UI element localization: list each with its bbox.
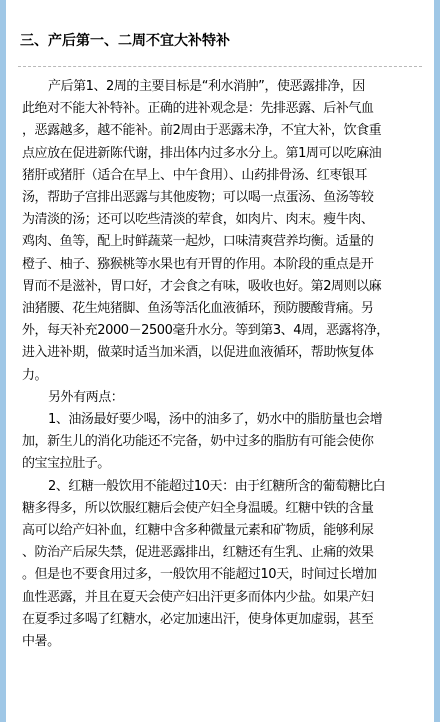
section-heading: 三、产后第一、二周不宜大补特补 <box>20 33 230 49</box>
text-line: 为清淡的汤；还可以吃些清淡的荤食，如肉片、肉末。瘦牛肉、 <box>22 212 374 228</box>
text-line: 糖多得多，所以饮服红糖后会使产妇全身温暖。红糖中铁的含量 <box>22 500 374 516</box>
text-line: 1、油汤最好要少喝，汤中的油多了，奶水中的脂肪量也会增 <box>48 412 383 428</box>
text-line: 胃而不是滋补，胃口好，才会食之有味，吸收也好。第2周则以麻 <box>22 278 382 294</box>
text-line: 2、红糖一般饮用不能超过10天：由于红糖所含的葡萄糖比白 <box>48 478 386 494</box>
text-line: 高可以给产妇补血，红糖中含多种微量元素和矿物质，能够利尿 <box>22 523 374 539</box>
text-line: ，恶露越多，越不能补。前2周由于恶露未净，不宜大补，饮食重 <box>22 123 382 139</box>
text-line: 的宝宝拉肚子。 <box>22 456 110 472</box>
text-line: 外，每天补充2000－2500毫升水分。等到第3、4周，恶露将净， <box>22 323 389 339</box>
text-line: 加，新生儿的消化功能还不完备，奶中过多的脂肪有可能会使你 <box>22 434 374 450</box>
text-line: 另外有两点： <box>48 389 124 405</box>
text-line: 。但是也不要食用过多，一般饮用不能超过10天，时间过长增加 <box>22 567 377 583</box>
article-body <box>22 76 418 653</box>
right-border <box>434 0 440 722</box>
text-line: 油猪腰、花生炖猪脚、鱼汤等活化血液循环，预防腰酸背痛。另 <box>22 301 374 317</box>
text-line: 进入进补期，做菜时适当加米酒，以促进血液循环，帮助恢复体 <box>22 345 374 361</box>
heading-divider <box>18 66 422 67</box>
paragraph-intro <box>22 387 418 409</box>
paragraph-point-1 <box>22 409 418 476</box>
paragraph-point-2 <box>22 476 418 654</box>
text-line: 力。 <box>22 367 48 383</box>
text-line: 血性恶露，并且在夏天会使产妇出汗更多而体内少盐。如果产妇 <box>22 589 374 605</box>
text-line: 鸡肉、鱼等，配上时鲜蔬菜一起炒，口味清爽营养均衡。适量的 <box>22 234 374 250</box>
text-line: 产后第1、2周的主要目标是“利水消肿”，使恶露排净，因 <box>48 79 365 94</box>
text-line: 汤，帮助子宫排出恶露与其他废物；可以喝一点蛋汤、鱼汤等较 <box>22 190 374 206</box>
text-line: 此绝对不能大补特补。正确的进补观念是：先排恶露、后补气血 <box>22 101 374 117</box>
left-border <box>0 0 6 722</box>
text-line: 猪肝或猪肝（适合在早上、中午食用）、山药排骨汤、红枣银耳 <box>22 167 367 183</box>
text-line: 橙子、柚子、猕猴桃等水果也有开胃的作用。本阶段的重点是开 <box>22 256 374 272</box>
paragraph-main <box>22 76 418 387</box>
text-line: 、防治产后尿失禁，促进恶露排出，红糖还有生乳、止痛的效果 <box>22 545 374 561</box>
text-line: 点应放在促进新陈代谢，排出体内过多水分上。第1周可以吃麻油 <box>22 145 382 161</box>
text-line: 中暑。 <box>22 634 60 650</box>
text-line: 在夏季过多喝了红糖水，必定加速出汗，使身体更加虚弱，甚至 <box>22 611 374 627</box>
